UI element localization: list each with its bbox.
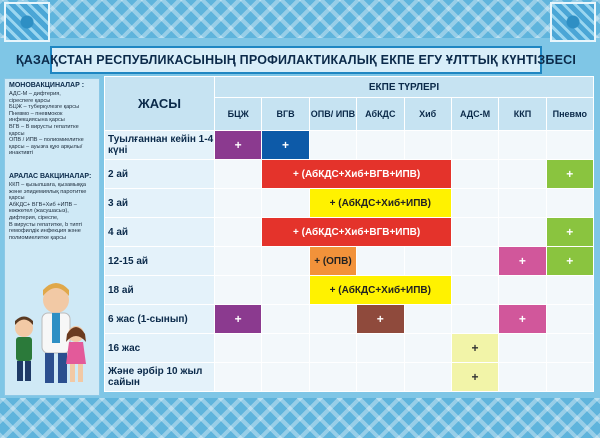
table-row bbox=[105, 131, 594, 160]
combined-dose: + (АбКДС+Хиб+ИПВ) bbox=[309, 189, 451, 218]
legend-line: Пневмо – пневмокок bbox=[9, 110, 63, 117]
dose-mark: + bbox=[215, 131, 262, 160]
age-cell: 12-15 ай bbox=[105, 247, 215, 276]
table-row bbox=[105, 276, 594, 305]
age-cell: Туылғаннан кейін 1-4 күні bbox=[105, 131, 215, 160]
combined-dose: + (АбКДС+Хиб+ВГВ+ИПВ) bbox=[262, 218, 452, 247]
col-header-pneumo: Пневмо bbox=[546, 98, 593, 131]
mixed-legend bbox=[9, 182, 95, 241]
dose-mark: + bbox=[451, 334, 498, 363]
table-row bbox=[105, 218, 594, 247]
col-header-hib: Хиб bbox=[404, 98, 451, 131]
legend-line: гемофилдік инфекция және bbox=[9, 228, 81, 235]
legend-line: АбКДС+ ВГВ+Хиб +ИПВ – bbox=[9, 201, 77, 208]
legend-line: АДС-М – дифтерия, bbox=[9, 91, 61, 97]
page-title: ҚАЗАҚСТАН РЕСПУБЛИКАСЫНЫҢ ПРОФИЛАКТИКАЛЫҚ ЕКПЕ ЕГУ ҰЛТТЫҚ КҮНТІЗБЕСІ bbox=[15, 53, 577, 67]
table-row bbox=[105, 247, 594, 276]
legend-line: және эпидемиялық паротитке bbox=[9, 188, 87, 195]
table-row bbox=[105, 160, 594, 189]
mono-legend bbox=[9, 91, 95, 157]
children-illustration bbox=[8, 270, 90, 390]
table-row bbox=[105, 334, 594, 363]
legend-line: қарсы – ауызға құю арқылы/ bbox=[9, 143, 83, 150]
legend-line: көкжөтел (жасушасыз), bbox=[9, 208, 69, 215]
col-header-opv-ipv: ОПВ/ ИПВ bbox=[309, 98, 356, 131]
legend-line: дифтерия, сіреспе, bbox=[9, 214, 59, 221]
age-cell: 16 жас bbox=[105, 334, 215, 363]
dose-mark: + bbox=[546, 247, 593, 276]
dose-mark: + bbox=[499, 247, 546, 276]
dose-mark: + bbox=[546, 160, 593, 189]
combined-dose: + (АбКДС+Хиб+ИПВ) bbox=[309, 276, 451, 305]
col-header-bcg: БЦЖ bbox=[215, 98, 262, 131]
legend-line: қарсы bbox=[9, 130, 25, 137]
dose-mark: + bbox=[215, 305, 262, 334]
corner-ornament-top-left bbox=[4, 2, 50, 42]
dose-mark: + bbox=[357, 305, 404, 334]
legend-line: ОПВ / ИПВ – полиомиелитке bbox=[9, 137, 84, 144]
combined-dose: + (АбКДС+Хиб+ВГВ+ИПВ) bbox=[262, 160, 452, 189]
legend-line: инактивті bbox=[9, 150, 34, 157]
legend-line: ККП – қызылшаға, қызамыққа bbox=[9, 181, 86, 188]
col-header-kkp: ККП bbox=[499, 98, 546, 131]
table-row bbox=[105, 189, 594, 218]
age-cell: 6 жас (1-сынып) bbox=[105, 305, 215, 334]
combined-dose: + (ОПВ) bbox=[309, 247, 356, 276]
table-row bbox=[105, 363, 594, 392]
title-banner bbox=[15, 46, 577, 74]
col-header-ads-m: АДС-М bbox=[451, 98, 498, 131]
vaccine-types-header: ЕКПЕ ТҮРЛЕРІ bbox=[215, 77, 594, 98]
age-cell: Және әрбір 10 жыл сайын bbox=[105, 363, 215, 392]
legend-line: ВГВ – В вирусты гепатитке bbox=[9, 123, 79, 130]
age-cell: 4 ай bbox=[105, 218, 215, 247]
dose-mark: + bbox=[451, 363, 498, 392]
col-header-abkds: АбКДС bbox=[357, 98, 404, 131]
bottom-ornament-border bbox=[0, 398, 600, 438]
mixed-heading: АРАЛАС ВАКЦИНАЛАР: bbox=[9, 172, 92, 180]
legend-line: инфекциясына қарсы bbox=[9, 117, 65, 124]
vaccination-table bbox=[104, 76, 594, 392]
top-ornament-border bbox=[0, 0, 600, 38]
dose-mark: + bbox=[262, 131, 309, 160]
corner-ornament-top-right bbox=[550, 2, 596, 42]
age-header: ЖАСЫ bbox=[105, 77, 215, 131]
legend-line: БЦЖ – туберкулезге қарсы bbox=[9, 104, 80, 111]
age-cell: 18 ай bbox=[105, 276, 215, 305]
legend-line: В вирусты гепатитке, b типті bbox=[9, 221, 83, 228]
dose-mark: + bbox=[499, 305, 546, 334]
mono-heading: МОНОВАКЦИНАЛАР : bbox=[9, 82, 85, 89]
dose-mark: + bbox=[546, 218, 593, 247]
age-cell: 2 ай bbox=[105, 160, 215, 189]
table-row bbox=[105, 305, 594, 334]
legend-line: сіреспеге қарсы bbox=[9, 97, 51, 104]
age-cell: 3 ай bbox=[105, 189, 215, 218]
legend-line: полиомиелитке қарсы bbox=[9, 234, 67, 241]
col-header-vgv: ВГВ bbox=[262, 98, 309, 131]
legend-line: қарсы bbox=[9, 195, 25, 202]
